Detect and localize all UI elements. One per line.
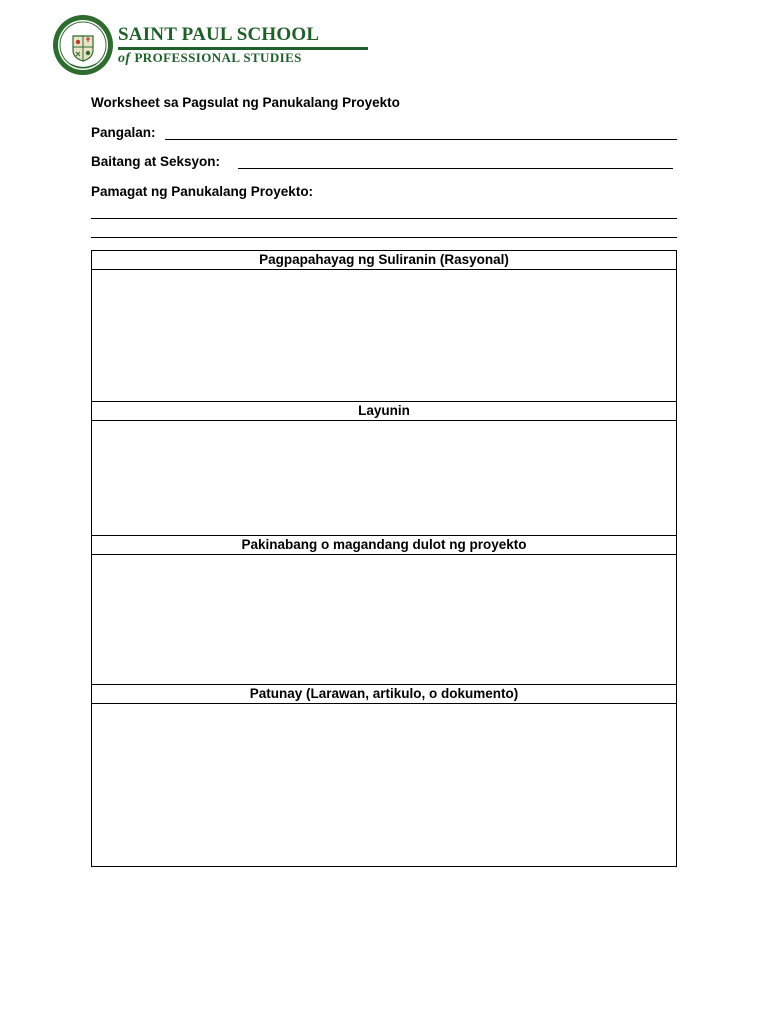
school-name-line1: SAINT PAUL SCHOOL <box>118 24 320 45</box>
name-blank-line[interactable] <box>165 138 677 140</box>
school-seal-icon <box>52 14 114 76</box>
name-label: Pangalan: <box>91 125 156 140</box>
section-box-benefits[interactable] <box>92 555 676 684</box>
grade-section-field <box>91 154 220 169</box>
proposal-table <box>91 250 677 867</box>
name-field <box>91 125 156 140</box>
section-heading-objectives: Layunin <box>92 401 676 421</box>
worksheet-title: Worksheet sa Pagsulat ng Panukalang Proyekto <box>91 95 400 110</box>
section-heading-rationale: Pagpapahayag ng Suliranin (Rasyonal) <box>92 251 676 270</box>
school-logo <box>52 14 332 78</box>
grade-section-blank-line[interactable] <box>238 167 673 169</box>
section-heading-evidence: Patunay (Larawan, artikulo, o dokumento) <box>92 684 676 704</box>
section-box-evidence[interactable] <box>92 704 676 866</box>
section-box-rationale[interactable] <box>92 270 676 401</box>
grade-section-label: Baitang at Seksyon: <box>91 154 221 169</box>
section-heading-benefits: Pakinabang o magandang dulot ng proyekto <box>92 535 676 555</box>
project-title-blank-line-1[interactable] <box>91 217 677 219</box>
project-title-blank-line-2[interactable] <box>91 236 677 238</box>
section-box-objectives[interactable] <box>92 421 676 535</box>
project-title-label: Pamagat ng Panukalang Proyekto: <box>91 184 314 199</box>
school-name-line2: of PROFESSIONAL STUDIES <box>118 50 302 66</box>
project-title-field <box>91 184 313 199</box>
